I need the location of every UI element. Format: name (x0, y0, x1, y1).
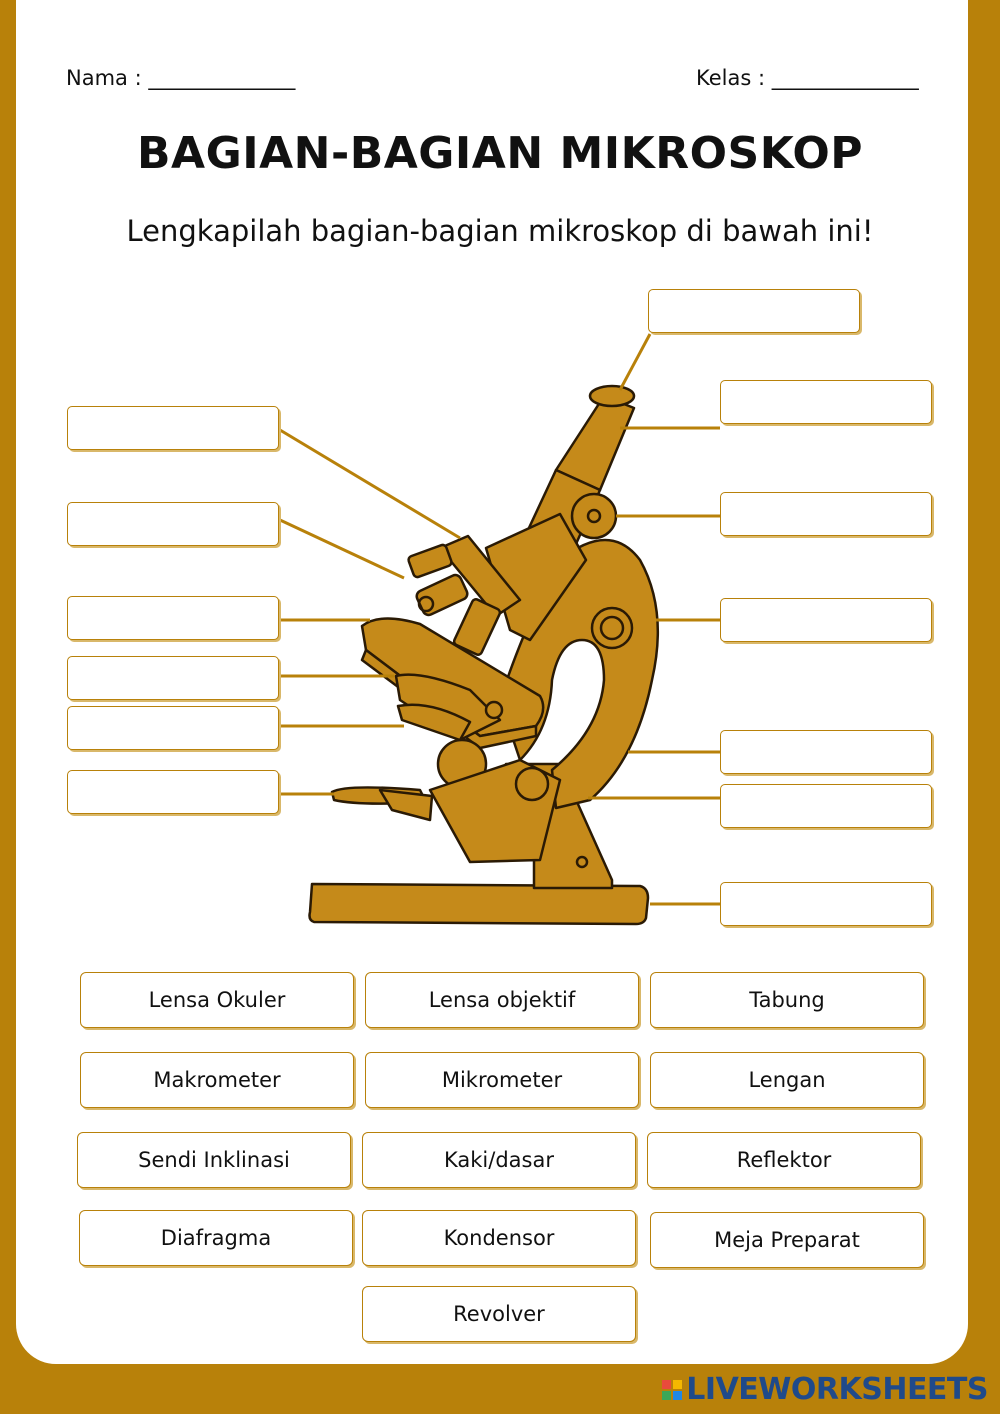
word-revolver[interactable]: Revolver (362, 1286, 636, 1342)
answer-box-7[interactable] (720, 882, 932, 926)
answer-box-13[interactable] (67, 770, 279, 814)
word-tabung[interactable]: Tabung (650, 972, 924, 1028)
word-sendi-inklinasi[interactable]: Sendi Inklinasi (77, 1132, 351, 1188)
word-kondensor[interactable]: Kondensor (362, 1210, 636, 1266)
answer-box-8[interactable] (67, 406, 279, 450)
answer-box-6[interactable] (720, 784, 932, 828)
liveworksheets-logo (662, 1372, 988, 1407)
answer-box-3[interactable] (720, 492, 932, 536)
name-field-label: Nama : ______________ (66, 66, 296, 90)
word-lengan[interactable]: Lengan (650, 1052, 924, 1108)
word-kaki-dasar[interactable]: Kaki/dasar (362, 1132, 636, 1188)
answer-box-10[interactable] (67, 596, 279, 640)
word-mikrometer[interactable]: Mikrometer (365, 1052, 639, 1108)
answer-box-12[interactable] (67, 706, 279, 750)
answer-box-9[interactable] (67, 502, 279, 546)
class-field-label: Kelas : ______________ (696, 66, 919, 90)
word-makrometer[interactable]: Makrometer (80, 1052, 354, 1108)
word-lensa-okuler[interactable]: Lensa Okuler (80, 972, 354, 1028)
answer-box-1[interactable] (648, 289, 860, 333)
page-title: BAGIAN-BAGIAN MIKROSKOP (137, 128, 863, 179)
answer-box-4[interactable] (720, 598, 932, 642)
word-reflektor[interactable]: Reflektor (647, 1132, 921, 1188)
base-shape (310, 884, 649, 924)
instruction-text: Lengkapilah bagian-bagian mikroskop di bawah ini! (126, 214, 874, 248)
word-meja-preparat[interactable]: Meja Preparat (650, 1212, 924, 1268)
answer-box-5[interactable] (720, 730, 932, 774)
answer-box-2[interactable] (720, 380, 932, 424)
word-diafragma[interactable]: Diafragma (79, 1210, 353, 1266)
brand-name: LIVEWORKSHEETS (686, 1372, 988, 1407)
brand-squares-icon (662, 1380, 682, 1400)
word-lensa-objektif[interactable]: Lensa objektif (365, 972, 639, 1028)
answer-box-11[interactable] (67, 656, 279, 700)
